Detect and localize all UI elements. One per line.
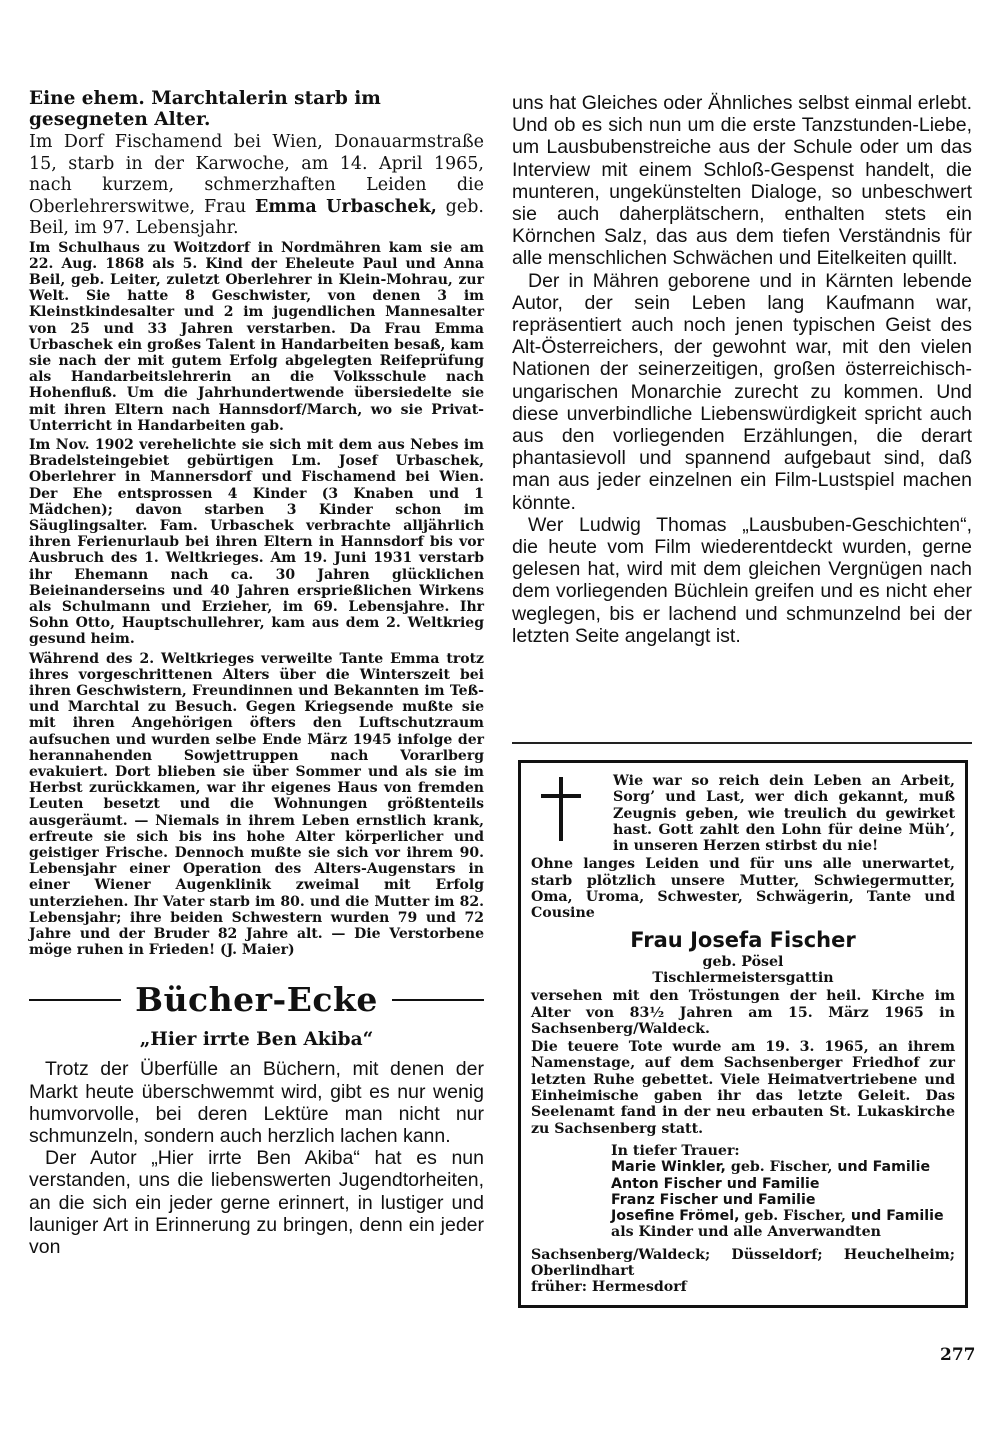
mourner-2: Anton Fischer und Familie <box>611 1175 820 1192</box>
lead-text-start: Im Dorf Fischamend bei Wien, Donauarmstraße 15, starb in der Karwoche, am 14. April 1965, nach kurzem, schmerzhaften Leiden die Oberlehrerswitwe, Frau <box>29 132 484 217</box>
right-column <box>512 92 972 647</box>
section-rule-right <box>392 999 484 1001</box>
mourner-1-family: und Familie <box>837 1159 931 1176</box>
page-number: 277 <box>940 1345 976 1365</box>
memorial-verse: Wie war so reich dein Leben an Arbeit, Sorg’ und Last, wer dich gekannt, muß Zeugnis geben, wie treulich du gewirket hast. Gott zahlt den Lohn für deine Müh’, in unseren Herzen stirbst du nie! <box>613 773 955 855</box>
book-review-paragraph-1: Trotz der Überfülle an Büchern, mit denen der Markt heute überschwemmt wird, gibt es nur wenig humvorvolle, bei deren Lektüre man nicht nur schmunzeln, sondern auch herzlich lachen kann. <box>29 1058 484 1148</box>
mourner-1-maiden: geb. Fischer, <box>725 1159 838 1176</box>
lead-text-end: geb. Beil, im 97. Lebensjahr. <box>29 196 484 238</box>
obituary-paragraph-2: Im Nov. 1902 verehelichte sie sich mit dem aus Nebes im Bradelsteingebiet gebürtigen Lm. Josef Urbaschek, Oberlehrer in Mannersdorf und Fischamend bei Wien. Der Ehe entsprossen 4 Kinder (3 Knaben und 1 Mädchen); davon starben 3 Kinder schon im Säuglingsalter. Fam. Urbaschek verbrachte alljährlich ihren Ferienurlaub bei ihren Eltern in Hannsdorf bis vor Ausbruch des 1. Weltkrieges. Am 19. Juni 1931 verstarb ihr Ehemann nach ca. 30 Jahren glücklichen Beieinanderseins und 40 Jahren ersprießlichen Wirkens als Schulmann und Erzieher, im 69. Lebensjahre. Ihr Sohn Otto, Hauptschullehrer, kam aus dem 2. Weltkrieg gesund heim. <box>29 436 484 648</box>
mourner-4-name: Josefine Frömel, <box>611 1208 740 1225</box>
divider-line <box>512 742 972 744</box>
deceased-title: Tischlermeistersgattin <box>652 969 834 986</box>
obituary-paragraph-3: Während des 2. Weltkrieges verweilte Tante Emma trotz ihres vorgeschrittenen Alters über die Winterszeit bei ihren Geschwistern, Freundinnen und Bekannten im Teß- und Marchtal zu Besuch. Gegen Kriegsende mußte sie mit ihren Angehörigen öfters den Luftschutzraum aufsuchen und wurden selbe Ende März 1945 infolge der herannahenden Sowjettruppen nach Vorarlberg evakuiert. Dort blieben sie über Sommer und als sie im Herbst zurückkamen, war ihr eigenes Haus von fremden Leuten besetzt und die Wohnungen größtenteils ausgeräumt. — Niemals in ihrem Leben ernstlich krank, erfreute sie sich bis ins hohe Alter körperlicher und geistiger Frische. Dennoch mußte sie sich vor ihrem 90. Lebensjahr einer Operation des Alters-Augenstars in einer Wiener Augenklinik zweimal mit Erfolg unterziehen. Ihr Vater starb im 80. und die Mutter im 82. Lebensjahr; ihre beiden Schwestern wurden 79 und 72 Jahre und der Bruder 82 Jahre alt. — Die Verstorbene möge ruhen in Frieden! (J. Maier) <box>29 650 484 959</box>
mourner-1-name: Marie Winkler, <box>611 1159 726 1176</box>
mourners-footer: als Kinder und alle Anverwandten <box>611 1224 881 1241</box>
obituary-paragraph-1: Im Schulhaus zu Woitzdorf in Nordmähren kam sie am 22. Aug. 1868 als 5. Kind der Eheleute Paul und Anna Beil, geb. Leiter, zuletzt Oberlehrer in Klein-Mohrau, zur Welt. Sie hatte 8 Geschwister, von denen 3 im Kleinstkindesalter und 2 im jugendlichen Mannesalter von 25 und 33 Jahren verstarben. Da Frau Emma Urbaschek ein großes Talent in Handarbeiten besaß, kam sie nach der mit gutem Erfolg abgelegten Reifeprüfung als Handarbeitslehrerin an die Volksschule nach Hohenfluß. Um die Jahrhundertwende übersiedelte sie mit ihren Eltern nach Hannsdorf/March, wo sie Privat-Unterricht in Handarbeiten gab. <box>29 239 484 434</box>
mourner-3: Franz Fischer und Familie <box>611 1191 816 1208</box>
notice-intro: Ohne langes Leiden und für uns alle unerwartet, starb plötzlich unsere Mutter, Schwiegermutter, Oma, Uroma, Schwester, Schwägerin, Tante und Cousine <box>531 856 955 922</box>
section-rule-left <box>29 999 121 1001</box>
deceased-full-name: Frau Josefa Fischer <box>630 927 856 952</box>
book-review-continued-3: Wer Ludwig Thomas „Lausbuben-Geschichten“, die heute vom Film wiederentdeckt wurden, gerne gelesen hat, wird mit dem gleichen Vergnügen nach dem vorliegenden Büchlein greifen und es nicht eher weglegen, bis er lachend und schmunzelnd bei der letzten Seite angelangt ist. <box>512 513 972 647</box>
notice-formerly: früher: Hermesdorf <box>531 1279 687 1296</box>
mourner-4 <box>611 1208 955 1224</box>
mourner-1 <box>611 1159 955 1175</box>
book-title: „Hier irrte Ben Akiba“ <box>139 1029 374 1051</box>
notice-burial: Die teuere Tote wurde am 19. 3. 1965, an ihrem Namenstage, auf dem Sachsenberger Friedhof zur letzten Ruhe gebettet. Viele Heimatvertriebene und Einheimische gaben ihr das letzte Geleit. Das Seelenamt fand in der neu erbauten St. Lukaskirche zu Sachsenberg statt. <box>531 1039 955 1137</box>
section-title: Bücher-Ecke <box>135 980 378 1020</box>
left-column <box>29 88 484 1258</box>
notice-sacrament: versehen mit den Tröstungen der heil. Kirche im Alter von 83½ Jahren am 15. März 1965 in Sachsenberg/Waldeck. <box>531 988 955 1037</box>
mourners-list <box>611 1143 955 1241</box>
maiden-name: geb. Pösel <box>702 953 784 970</box>
book-review-continued-1: uns hat Gleiches oder Ähnliches selbst einmal erlebt. Und ob es sich nun um die erste Tanzstunden-Liebe, um Lausbubenstreiche aus der Schule oder um das Interview mit einem Schloß-Gespenst handelt, die munteren, ungekünstelten Dialoge, so unbeschwert sie auch daherplätschern, enthalten stets ein Körnchen Salz, das aus dem tiefen Verständnis für alle menschlichen Schwächen und Eitelkeiten quillt. <box>512 92 972 270</box>
book-review-paragraph-2: Der Autor „Hier irrte Ben Akiba“ hat es nun verstanden, uns die liebenswerten Jugendtorheiten, an die sich ein jeder gerne erinnert, in lustiger und launiger Art in Erinnerung zu bringen, denn ein jeder von <box>29 1147 484 1259</box>
cross-icon <box>541 777 581 841</box>
notice-places: Sachsenberg/Waldeck; Düsseldorf; Heuchelheim; Oberlindhart <box>531 1246 960 1280</box>
section-header <box>29 980 484 1019</box>
mourner-4-family: und Familie <box>850 1208 944 1225</box>
deceased-name: Emma Urbaschek, <box>255 196 437 217</box>
obituary-lead <box>29 132 484 240</box>
mourning-label: In tiefer Trauer: <box>611 1142 740 1159</box>
book-review-continued-2: Der in Mähren geborene und in Kärnten lebende Autor, der sein Leben lang Kaufmann war, repräsentiert auch noch jenen typischen Geist des Alt-Österreichers, der gewohnt war, mit den vielen Nationen der seinerzeitigen, großen österreichisch-ungarischen Monarchie zurecht zu kommen. Und diese unverbindliche Liebenswürdigkeit spricht auch aus den vorliegenden Erzählungen, die derart phantasievoll und spannend aufgebaut sind, daß man aus jeder einzelnen ein Film-Lustspiel machen könnte. <box>512 269 972 514</box>
mourner-4-maiden: geb. Fischer, <box>739 1208 851 1225</box>
obituary-headline: Eine ehem. Marchtalerin starb im gesegneten Alter. <box>29 88 381 130</box>
death-notice <box>518 760 968 1308</box>
